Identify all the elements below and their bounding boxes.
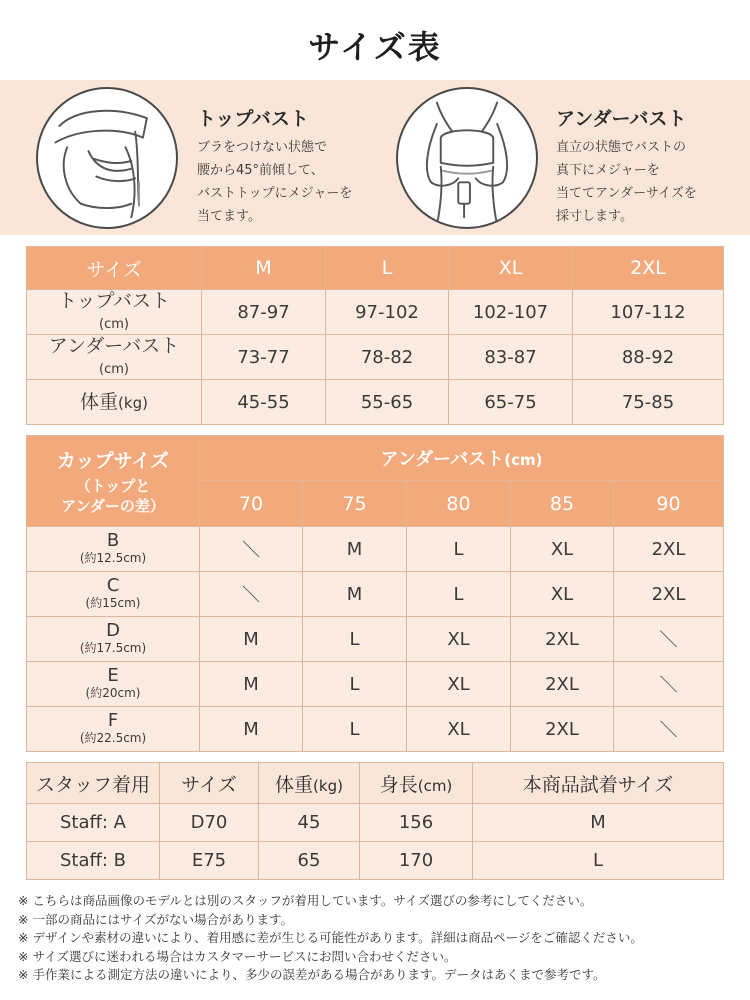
row-label xyxy=(27,290,202,335)
under-bust-group-label: アンダーバスト xyxy=(380,449,505,470)
table-cell: XL xyxy=(407,617,511,662)
note-line: ※ こちらは商品画像のモデルとは別のスタッフが着用しています。サイズ選びの参考にしてください。 xyxy=(18,893,593,908)
table-cell: D70 xyxy=(160,804,259,842)
row-label xyxy=(27,380,202,425)
table-row xyxy=(27,662,724,707)
table-cell: 45 xyxy=(259,804,360,842)
cup-letter: F xyxy=(107,710,119,731)
under-bust-90-header: 90 xyxy=(614,481,724,527)
table-cell: M xyxy=(473,804,724,842)
cup-note: (約22.5cm) xyxy=(79,731,147,745)
staff-weight-header xyxy=(259,763,360,804)
size-xl-header: XL xyxy=(449,247,573,290)
under-bust-heading: アンダーバスト xyxy=(556,108,687,130)
under-bust-85-header: 85 xyxy=(511,481,614,527)
row-label-text: 体重 xyxy=(80,390,119,413)
size-2xl-header: 2XL xyxy=(573,247,724,290)
note-line: ※ サイズ選びに迷われる場合はカスタマーサービスにお問い合わせください。 xyxy=(18,948,457,964)
table-cell: 156 xyxy=(360,804,473,842)
row-unit: (cm) xyxy=(99,317,129,332)
table-row xyxy=(27,572,724,617)
table-cell: 170 xyxy=(360,842,473,880)
table-cell: 97-102 xyxy=(326,290,449,335)
staff-tried-size-header: 本商品試着サイズ xyxy=(473,763,724,804)
under-bust-group-header xyxy=(200,436,724,481)
row-label-text: アンダーバスト xyxy=(48,335,180,357)
staff-size-header: サイズ xyxy=(160,763,259,804)
table-cell: ＼ xyxy=(200,527,303,572)
staff-column-header: スタッフ着用 xyxy=(27,763,160,804)
table-cell: 2XL xyxy=(511,707,614,752)
table-cell: 78-82 xyxy=(326,335,449,380)
row-label-text: トップバスト xyxy=(58,290,170,312)
cup-label xyxy=(27,572,200,617)
top-bust-heading: トップバスト xyxy=(197,108,309,130)
table-cell: Staff: A xyxy=(27,804,160,842)
table-cell: L xyxy=(473,842,724,880)
note-line: ※ 一部の商品にはサイズがない場合があります。 xyxy=(18,911,293,927)
table-row xyxy=(27,617,724,662)
under-bust-70-header: 70 xyxy=(200,481,303,527)
under-bust-group-unit: (cm) xyxy=(504,451,543,469)
staff-table-header xyxy=(27,763,724,804)
table-cell: L xyxy=(303,662,407,707)
cup-label xyxy=(27,707,200,752)
table-cell: 65 xyxy=(259,842,360,880)
table-cell: 2XL xyxy=(511,662,614,707)
cup-note: (約20cm) xyxy=(85,686,141,700)
cup-letter: C xyxy=(106,575,120,596)
cup-label xyxy=(27,527,200,572)
table-cell: XL xyxy=(511,527,614,572)
table-cell: XL xyxy=(407,707,511,752)
staff-height-label: 身長 xyxy=(379,773,418,796)
size-l-header: L xyxy=(326,247,449,290)
cup-size-heading: カップサイズ xyxy=(56,450,170,472)
table-row xyxy=(27,804,724,842)
table-cell: E75 xyxy=(160,842,259,880)
cup-letter: E xyxy=(107,665,119,686)
table-cell: 102-107 xyxy=(449,290,573,335)
table-cell: Staff: B xyxy=(27,842,160,880)
cup-letter: D xyxy=(106,620,120,641)
size-column-header: サイズ xyxy=(27,247,202,290)
staff-height-header xyxy=(360,763,473,804)
table-cell: 45-55 xyxy=(202,380,326,425)
cup-letter: B xyxy=(106,530,120,551)
size-table xyxy=(26,246,724,425)
staff-weight-label: 体重 xyxy=(275,773,314,796)
note-line: ※ 手作業による測定方法の違いにより、多少の誤差がある場合があります。データはあくまで参考です。 xyxy=(18,967,606,982)
table-cell: ＼ xyxy=(614,662,724,707)
top-bust-instructions: ブラをつけない状態で 腰から45°前傾して、 バストトップにメジャーを 当てます。 xyxy=(197,140,353,224)
measurement-guide xyxy=(0,80,750,235)
cup-note: (約12.5cm) xyxy=(79,551,147,565)
staff-fitting-table xyxy=(26,762,724,880)
table-cell: M xyxy=(303,572,407,617)
under-bust-instructions: 直立の状態でバストの 真下にメジャーを 当ててアンダーサイズを 採寸します。 xyxy=(556,140,697,224)
table-cell: 75-85 xyxy=(573,380,724,425)
table-cell: 87-97 xyxy=(202,290,326,335)
table-cell: L xyxy=(303,707,407,752)
note-line: ※ デザインや素材の違いにより、着用感に差が生じる可能性があります。詳細は商品ページをご確認ください。 xyxy=(18,930,643,945)
table-cell: M xyxy=(200,707,303,752)
row-label xyxy=(27,335,202,380)
table-cell: 88-92 xyxy=(573,335,724,380)
table-cell: XL xyxy=(511,572,614,617)
cup-size-corner-header xyxy=(27,436,200,527)
table-row xyxy=(27,527,724,572)
table-cell: M xyxy=(303,527,407,572)
table-cell: 2XL xyxy=(511,617,614,662)
cup-size-table xyxy=(26,435,724,752)
table-cell: L xyxy=(303,617,407,662)
cup-size-subheading-2: アンダーの差） xyxy=(61,497,165,515)
page-title: サイズ表 xyxy=(308,28,442,66)
cup-size-subheading-1: （トップと xyxy=(75,477,151,495)
table-cell: 65-75 xyxy=(449,380,573,425)
table-row xyxy=(27,290,724,335)
table-cell: L xyxy=(407,527,511,572)
table-cell: ＼ xyxy=(614,617,724,662)
table-row xyxy=(27,707,724,752)
size-m-header: M xyxy=(202,247,326,290)
table-cell: L xyxy=(407,572,511,617)
table-cell: 2XL xyxy=(614,572,724,617)
cup-label xyxy=(27,662,200,707)
table-cell: M xyxy=(200,617,303,662)
bent-figure-measuring-icon xyxy=(36,87,178,229)
under-bust-75-header: 75 xyxy=(303,481,407,527)
staff-weight-unit: (kg) xyxy=(313,776,343,795)
table-cell: ＼ xyxy=(200,572,303,617)
table-cell: 73-77 xyxy=(202,335,326,380)
table-cell: 55-65 xyxy=(326,380,449,425)
table-cell: ＼ xyxy=(614,707,724,752)
table-row xyxy=(27,335,724,380)
disclaimer-notes xyxy=(18,892,738,985)
table-cell: 2XL xyxy=(614,527,724,572)
size-table-header xyxy=(27,247,724,290)
under-bust-80-header: 80 xyxy=(407,481,511,527)
table-cell: 107-112 xyxy=(573,290,724,335)
cup-note: (約17.5cm) xyxy=(79,641,147,655)
table-row xyxy=(27,380,724,425)
table-row xyxy=(27,842,724,880)
staff-height-unit: (cm) xyxy=(417,776,453,795)
table-cell: XL xyxy=(407,662,511,707)
row-unit: (kg) xyxy=(118,393,148,412)
standing-figure-measuring-icon xyxy=(396,87,538,229)
cup-note: (約15cm) xyxy=(85,596,141,610)
table-cell: 83-87 xyxy=(449,335,573,380)
row-unit: (cm) xyxy=(99,362,129,377)
cup-label xyxy=(27,617,200,662)
table-cell: M xyxy=(200,662,303,707)
